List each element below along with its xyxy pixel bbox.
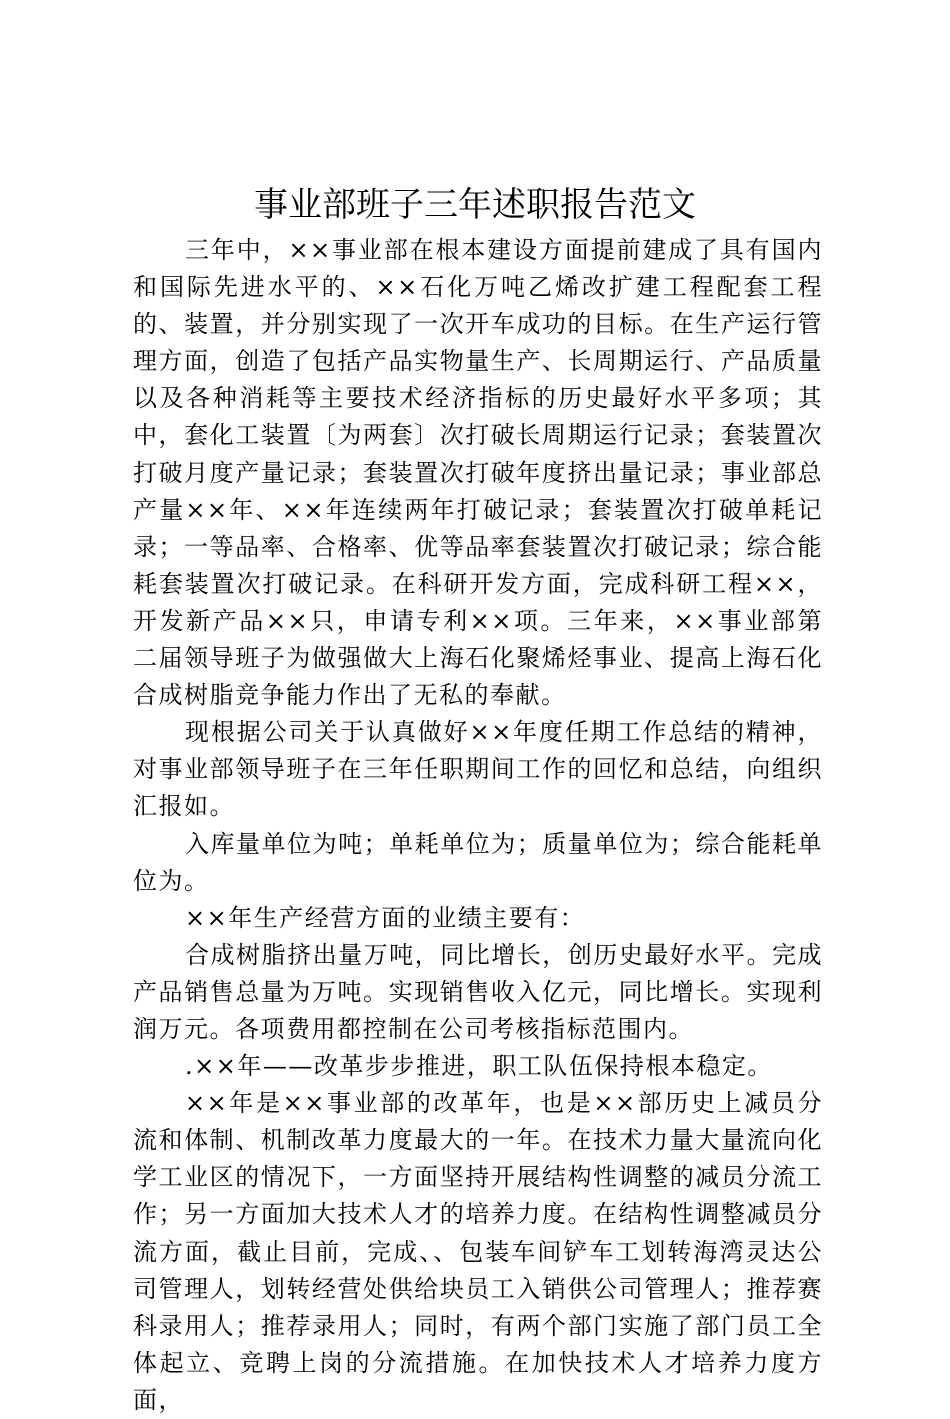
paragraph-achievements-heading: ××年生产经营方面的业绩主要有： xyxy=(185,903,586,932)
paragraph-summary: 三年中，××事业部在根本建设方面提前建成了具有国内和国际先进水平的、××石化万吨乙烯改扩建工程配套工程的、装置，并分别实现了一次开车成功的目标。在生产运行管理方面，创造了包括产品实物量生产、长周期运行、产品质量以及各种消耗等主要技术经济指标的历史最好水平多项；其中，套化工装置〔为两套〕次打破长周期运行记录；套装置次打破月度产量记录；套装置次打破年度挤出量记录；事业部总产量××年、××年连续两年打破记录；套装置次打破单耗记录；一等品率、合格率、优等品率套装置次打破记录；综合能耗套装置次打破记录。在科研开发方面，完成科研工程××，开发新产品××只，申请专利××项。三年来，××事业部第二届领导班子为做强做大上海石化聚烯烃事业、提高上海石化合成树脂竞争能力作出了无私的奉献。 xyxy=(133,236,823,710)
paragraph-report-intro: 现根据公司关于认真做好××年度任期工作总结的精神，对事业部领导班子在三年任职期间工作的回忆和总结，向组织汇报如。 xyxy=(133,718,823,821)
document-title: 事业部班子三年述职报告范文 xyxy=(254,185,696,225)
paragraph-reform-details: ××年是××事业部的改革年，也是××部历史上减员分流和体制、机制改革力度最大的一年。在技术力量大量流向化学工业区的情况下，一方面坚持开展结构性调整的减员分流工作；另一方面加大技术人才的培养力度。在结构性调整减员分流方面，截止目前，完成、、包装车间铲车工划转海湾灵达公司管理人，划转经营处供给块员工入销供公司管理人；推荐赛科录用人；推荐录用人；同时，有两个部门实施了部门员工全体起立、竞聘上岗的分流措施。在加快技术人才培养力度方面， xyxy=(133,1089,823,1414)
paragraph-units: 入库量单位为吨；单耗单位为；质量单位为；综合能耗单位为。 xyxy=(133,829,823,895)
paragraph-reform-heading: .××年——改革步步推进，职工队伍保持根本稳定。 xyxy=(185,1052,773,1081)
document-body xyxy=(133,232,823,1419)
paragraph-production-results: 合成树脂挤出量万吨，同比增长，创历史最好水平。完成产品销售总量为万吨。实现销售收入亿元，同比增长。实现利润万元。各项费用都控制在公司考核指标范围内。 xyxy=(133,940,823,1043)
